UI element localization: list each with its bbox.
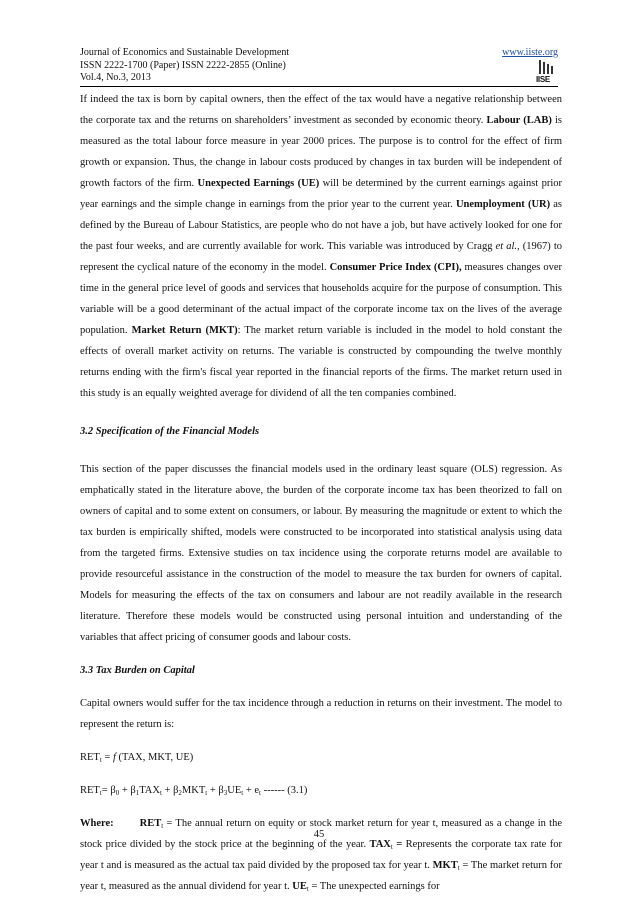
journal-issn: ISSN 2222-1700 (Paper) ISSN 2222-2855 (Online) — [80, 59, 286, 71]
section-3-3-paragraph: Capital owners would suffer for the tax incidence through a reduction in returns on their investment. The model to represent the return is: — [80, 698, 562, 730]
section-heading-3-2: 3.2 Specification of the Financial Models — [80, 426, 260, 437]
article-body — [80, 89, 562, 897]
variables-paragraph: If indeed the tax is born by capital owners, then the effect of the tax would have a negative relationship between the corporate tax and the returns on shareholders’ investment as seconded by economic theory. Labour (LAB) is measured as the total labour force measure in year 2000 prices. The purpose is to control for the effect of firm growth or expansion. Thus, the change in labour costs produced by changes in tax burden will be independent of growth factors of the firm. Unexpected Earnings (UE) will be determined by the current earnings against prior year earnings and the simple change in earnings from the prior year to the current year. Unemployment (UR) as defined by the Bureau of Labour Statistics, are people who do not have a job, but have actively looked for one for the past four weeks, and are currently available for work. This variable was introduced by Cragg et al., (1967) to represent the cyclical nature of the economy in the model. Consumer Price Index (CPI), measures changes over time in the general price level of goods and services that households acquire for the purpose of consumption. This variable will be a good determinant of the actual impact of the corporate income tax on the lives of the average population. Market Return (MKT): The market return variable is included in the model to hold constant the effects of overall market activity on returns. The variable is constructed by compounding the twelve monthly returns ending with the firm's fiscal year reported in the financial reports of the firms. The market return used in this study is an equally weighted average for dividend of all the ten companies combined. — [80, 94, 563, 399]
iiste-logo-text: IISE — [536, 75, 550, 84]
variable-definitions: Where: $RET_t$ = The annual return on equity or stock market return for year t, measured as a change in the stock price divided by the stock price at the beginning of the year. $TAX_t$ = Represents the corporate tax rate for year t and is measured as the actual tax paid divided by the proposed tax for year t. $MKT_t$ = The market return for year t, measured as the annual dividend for year t. $UE_t$ = The unexpected earnings for — [80, 818, 562, 893]
journal-volume: Vol.4, No.3, 2013 — [80, 72, 151, 83]
return-function-equation: $RET_t = f$ (TAX, MKT, UE) — [80, 752, 194, 764]
header-divider — [80, 86, 558, 87]
section-heading-3-3: 3.3 Tax Burden on Capital — [80, 665, 195, 676]
journal-header — [80, 47, 558, 85]
page-number: 45 — [313, 829, 325, 840]
journal-url-link[interactable]: www.iiste.org — [502, 47, 558, 58]
regression-equation-3-1: $RET_t= \beta_0 + \beta_1TAX_t + \beta_2MKT_t + \beta_3UE_t + e_t$ ------ (3.1) — [80, 785, 308, 797]
journal-title: Journal of Economics and Sustainable Development — [80, 47, 290, 58]
section-3-2-paragraph: This section of the paper discusses the financial models used in the ordinary least square (OLS) regression. As emphatically stated in the literature above, the burden of the corporate income tax has been theorized to fall on owners of capital and to some extent on consumers, or labour. By measuring the magnitude or extent to which the tax burden is empirically shifted, models were constructed to be incorporated into statistical analysis using data from the targeted firms. Extensive studies on tax incidence using the corporate returns model are available to provide resourceful assistance in the construction of the model to measure the tax burden for owners of capital. Models for measuring the effects of the tax on consumers and labour are not readily available in the research literature. Therefore these models would be constructed using personal intuition and understanding of the variables that affect pricing of consumer goods and labour costs. — [80, 464, 562, 643]
